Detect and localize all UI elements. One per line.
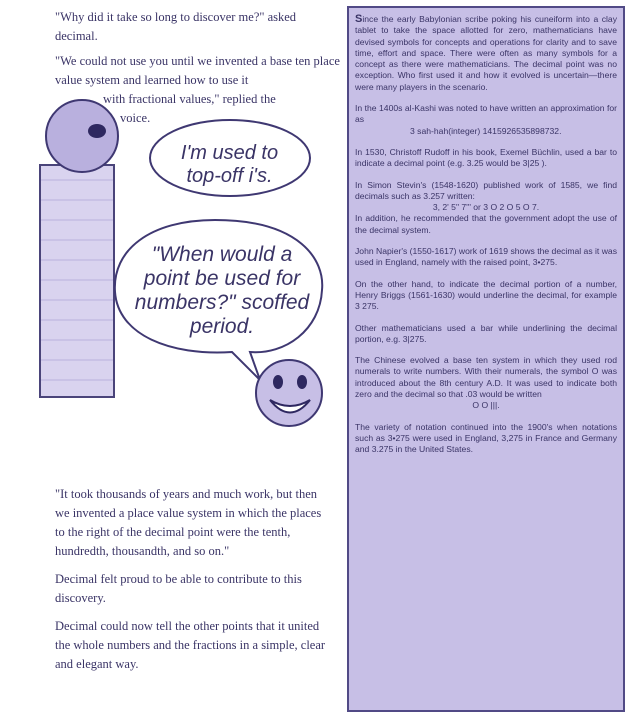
story-paragraph: Decimal felt proud to be able to contribute to this discovery.: [55, 572, 302, 605]
story-paragraph: Decimal could now tell the other points that it united the whole numbers and the fractions in a simple, clear and elegant way.: [55, 619, 326, 671]
sidebar-stevin: [355, 180, 617, 236]
smiley-right-eye: [297, 375, 307, 389]
sidebar-others: Other mathematicians used a bar while underlining the decimal portion, e.g. 3|275.: [355, 322, 617, 344]
i-dot-eye: [88, 124, 106, 138]
sidebar-kashi-text: In the 1400s al-Kashi was noted to have written an approximation for as: [355, 103, 617, 125]
sidebar-intro: Since the early Babylonian scribe poking his cuneiform into a clay tablet to take the space allotted for zero, mathematicians have devised symbols for concepts and operations for clarity and to save time, effort and space. There were often as many symbols for a concept as there were mathematicians. The decimal point was no exception. Who first used it and how it evolved is uncertain—there were many players in the scenario.: [355, 13, 617, 92]
sidebar-chinese-text: The Chinese evolved a base ten system in which they used rod numerals to write numbers. With their numerals, the symbol O was introduced about the 8th century A.D. It was used to indicate both zero and the decimal so that .03 would be written: [355, 355, 617, 400]
story-paragraph: "We could not use you until we invented a base ten place value system and learned how to use it: [55, 54, 340, 87]
story-bottom: [55, 485, 330, 683]
story-line: voice.: [120, 111, 151, 125]
bubble-large-text: "When would a point be used for numbers?" scoffed period.: [134, 243, 310, 338]
story-paragraph: "It took thousands of years and much work, but then we invented a place value system in which the places to the right of the decimal point were the tenth, hundredth, thousandth, and so on.": [55, 487, 322, 558]
sidebar-stevin-text: In Simon Stevin's (1548-1620) published work of 1585, we find decimals such as 3.257 written:: [355, 179, 617, 201]
sidebar-chinese: [355, 355, 617, 411]
sidebar-chinese-notation: O O |||.: [472, 400, 500, 411]
sidebar-kashi: [355, 103, 617, 137]
sidebar-napier: John Napier's (1550-1617) work of 1619 shows the decimal as it was used in England, namely with the raised point, 3•275.: [355, 246, 617, 268]
history-sidebar: [347, 6, 625, 712]
sidebar-kashi-notation: 3 sah-hah(integer) 1415926535898732.: [410, 125, 562, 136]
story-paragraph: "Why did it take so long to discover me?" asked decimal.: [55, 10, 297, 43]
sidebar-variety: The variety of notation continued into the 1900's when notations such as 3•275 were used in England, 3,275 in France and Germany and 3.275 in the United States.: [355, 421, 617, 455]
bubble-small-text: I'm used to top-off i's.: [180, 142, 279, 187]
period-smiley: [256, 360, 322, 426]
sidebar-stevin-recommend: In addition, he recommended that the government adopt the use of the decimal system.: [355, 213, 617, 235]
i-dot-character: [46, 100, 118, 172]
story-line: with fractional values," replied the: [103, 92, 276, 106]
smiley-left-eye: [273, 375, 283, 389]
sidebar-rudolff: In 1530, Christoff Rudoff in his book, Exemel Büchlin, used a bar to indicate a decimal point (e.g. 3.25 would be 3|25 ).: [355, 146, 617, 169]
sidebar-stevin-notation: 3, 2' 5" 7'" or 3 O 2 O 5 O 7.: [432, 202, 540, 213]
sidebar-briggs: On the other hand, to indicate the decimal portion of a number, Henry Briggs (1561-1630) would underline the decimal, for example 3 275.: [355, 278, 617, 312]
